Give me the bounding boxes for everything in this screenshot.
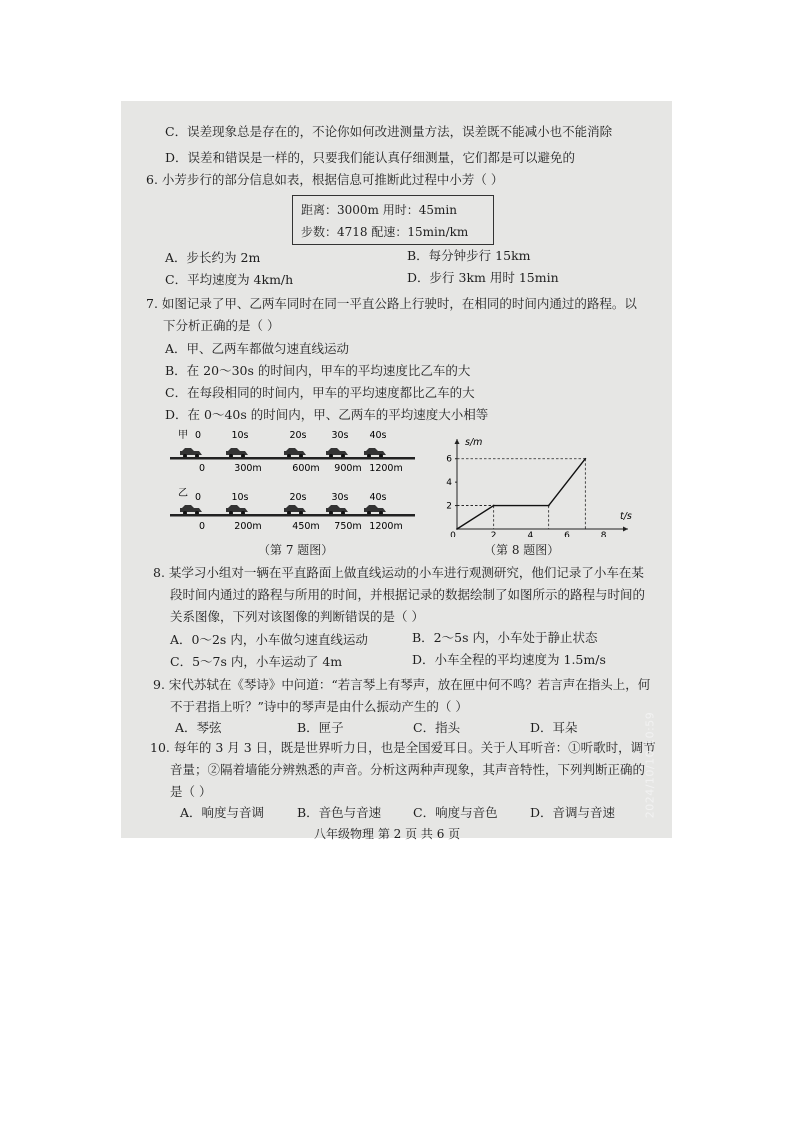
q10-stem-line2: 音量；②隔着墙能分辨熟悉的声音。分析这两种声现象，其声音特性，下列判断正确的 [170, 762, 646, 777]
q7-jia-time-label: 20s [289, 430, 307, 441]
q8-option-a: A．0～2s 内，小车做匀速直线运动 [170, 632, 368, 647]
q8-y-axis-arrow [455, 439, 460, 444]
q7-yi-car-icon [180, 505, 202, 515]
q10-option-c: C．响度与音色 [413, 805, 498, 820]
q8-option-d: D．小车全程的平均速度为 1.5m/s [412, 652, 606, 667]
q7-yi-distance-label: 200m [234, 521, 262, 532]
q7-option-c: C．在每段相同的时间内，甲车的平均速度都比乙车的大 [165, 385, 475, 400]
q7-figure-caption: （第 7 题图） [258, 543, 334, 557]
q7-jia-car-icon [226, 448, 248, 458]
q8-x-axis-label: t/s [620, 511, 632, 522]
q7-jia-time-label: 30s [331, 430, 349, 441]
q6-option-c: C．平均速度为 4km/h [165, 272, 294, 287]
q10-option-a: A．响度与音调 [180, 805, 265, 820]
q6-option-a: A．步长约为 2m [165, 250, 261, 265]
q8-data-point [456, 528, 458, 530]
q8-y-axis-label: s/m [465, 437, 483, 448]
q7-yi-distance-label: 1200m [369, 521, 403, 532]
q10-stem-line1: 10. 每年的 3 月 3 日，既是世界听力日，也是全国爱耳日。关于人耳听音：①听歌时，调节 [150, 740, 656, 755]
q7-yi-time-label: 30s [331, 492, 349, 503]
q7-yi-car-icon [364, 505, 386, 515]
q10-option-b: B．音色与音速 [297, 805, 382, 820]
q8-data-point [548, 505, 550, 507]
q7-yi-distance-label: 750m [334, 521, 362, 532]
q7-yi-road [170, 514, 415, 517]
q8-st-graph [445, 437, 635, 537]
q6-info-steps-pace: 步数：4718 配速：15min/km [301, 225, 469, 239]
q7-jia-time-label: 0 [194, 430, 202, 441]
q7-jia-road [170, 457, 415, 460]
q6-info-distance-time: 距离：3000m 用时：45min [301, 203, 457, 217]
q7-figure [170, 428, 415, 532]
q8-y-tick-label: 4 [446, 478, 452, 489]
q9-stem-line1: 9. 宋代苏轼在《琴诗》中问道：“若言琴上有琴声，放在匣中何不鸣？若言声在指头上，何 [153, 677, 651, 692]
q5-option-c: C．误差现象总是存在的，不论你如何改进测量方法，误差既不能减小也不能消除 [165, 124, 613, 139]
q8-figure-caption: （第 8 题图） [484, 543, 560, 557]
q7-jia-time-label: 40s [369, 430, 387, 441]
q6-info-box [292, 195, 494, 245]
q7-yi-car-icon [226, 505, 248, 515]
q7-yi-label: 乙 [178, 488, 188, 499]
q7-yi-time-label: 20s [289, 492, 307, 503]
q6-stem: 6. 小芳步行的部分信息如表，根据信息可推断此过程中小芳（ ） [146, 172, 504, 187]
q8-y-tick-label: 6 [446, 454, 452, 465]
q7-jia-distance-label: 0 [198, 463, 206, 474]
q7-jia-distance-label: 1200m [369, 463, 403, 474]
q7-jia-distance-label: 600m [292, 463, 320, 474]
q8-y-tick-label: 2 [446, 501, 452, 512]
q7-yi-time-label: 10s [231, 492, 249, 503]
q8-option-c: C．5～7s 内，小车运动了 4m [170, 654, 343, 669]
q7-jia-label: 甲 [178, 430, 188, 441]
q8-stem-line2: 段时间内通过的路程与所用的时间，并根据记录的数据绘制了如图所示的路程与时间的 [170, 587, 646, 602]
q6-option-d: D．步行 3km 用时 15min [407, 270, 559, 285]
q5-option-d: D．误差和错误是一样的，只要我们能认真仔细测量，它们都是可以避免的 [165, 150, 576, 165]
q8-x-tick-label: 0 [450, 531, 456, 537]
q7-jia-distance-label: 900m [334, 463, 362, 474]
q8-data-point [493, 505, 495, 507]
q7-yi-time-label: 40s [369, 492, 387, 503]
q8-series-line [457, 459, 585, 529]
q7-yi-distance-label: 0 [198, 521, 206, 532]
q9-stem-line2: 不于君指上听？”诗中的琴声是由什么振动产生的（ ） [170, 699, 468, 714]
q6-option-b: B．每分钟步行 15km [407, 248, 531, 263]
q8-stem-line1: 8. 某学习小组对一辆在平直路面上做直线运动的小车进行观测研究，他们记录了小车在某 [153, 565, 644, 580]
q7-option-d: D．在 0～40s 的时间内，甲、乙两车的平均速度大小相等 [165, 407, 489, 422]
q7-yi-time-label: 0 [194, 492, 202, 503]
q7-jia-car-icon [326, 448, 348, 458]
q10-option-d: D．音调与音速 [530, 805, 616, 820]
q8-x-tick-label: 8 [600, 531, 607, 537]
q7-stem-line2: 下分析正确的是（ ） [163, 318, 280, 333]
q10-stem-line3: 是（ ） [170, 784, 212, 799]
q8-x-axis-arrow [623, 527, 628, 532]
q7-yi-car-icon [284, 505, 306, 515]
q7-jia-distance-label: 300m [234, 463, 262, 474]
q8-x-tick-label: 6 [564, 531, 570, 537]
q8-x-tick-label: 2 [490, 531, 497, 537]
q9-option-b: B．匣子 [297, 720, 344, 735]
q7-jia-car-icon [284, 448, 306, 458]
timestamp-watermark [640, 700, 660, 830]
page-footer: 八年级物理 第 2 页 共 6 页 [314, 827, 461, 841]
q8-data-point [584, 458, 586, 460]
q7-jia-car-icon [180, 448, 202, 458]
q9-option-c: C．指头 [413, 720, 461, 735]
q8-option-b: B．2～5s 内，小车处于静止状态 [412, 630, 598, 645]
timestamp-text: 2024/10/10 10:59 [643, 711, 657, 819]
q9-option-a: A．琴弦 [175, 720, 222, 735]
q7-option-a: A．甲、乙两车都做匀速直线运动 [165, 341, 350, 356]
q8-x-tick-label: 4 [527, 531, 534, 537]
q9-option-d: D．耳朵 [530, 720, 578, 735]
q7-yi-distance-label: 450m [292, 521, 320, 532]
q7-jia-car-icon [364, 448, 386, 458]
q7-option-b: B．在 20～30s 的时间内，甲车的平均速度比乙车的大 [165, 363, 471, 378]
q7-yi-car-icon [326, 505, 348, 515]
q7-stem-line1: 7. 如图记录了甲、乙两车同时在同一平直公路上行驶时，在相同的时间内通过的路程。以 [146, 296, 637, 311]
q7-jia-time-label: 10s [231, 430, 249, 441]
q8-stem-line3: 关系图像，下列对该图像的判断错误的是（ ） [170, 609, 424, 624]
